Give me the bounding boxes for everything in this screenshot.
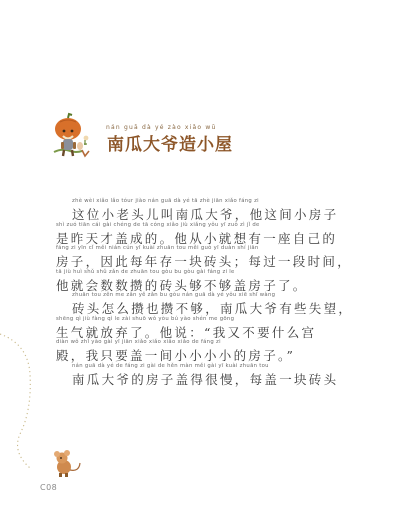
pinyin-line: zhuān tou zěn me zǎn yě zǎn bu gòu nán guā dà yé yǒu xiē shī wàng [72, 292, 276, 298]
text-line [56, 339, 356, 363]
hanzi-line: 砖头怎么攒也攒不够，南瓜大爷有些失望， [72, 301, 354, 316]
hanzi-line: 他就会数数攒的砖头够不够盖房子了。 [56, 277, 308, 293]
hanzi-line: 这位小老头儿叫南瓜大爷，他这间小房子 [72, 207, 339, 222]
text-line [56, 316, 356, 340]
text-line [56, 363, 356, 387]
text-line [56, 198, 356, 222]
hanzi-line: 是昨天才盖成的。他从小就想有一座自己的 [56, 230, 338, 246]
story-body [56, 198, 356, 386]
title-pinyin: nán guā dà yé zào xiǎo wū [106, 124, 217, 131]
text-line [56, 269, 356, 293]
pinyin-line: shì zuó tiān cái gài chéng de tā cóng xiǎo jiù xiǎng yǒu yī zuò zì jǐ de [56, 221, 260, 228]
hanzi-line: 殿，我只要盖一间小小小小的房子。” [56, 348, 296, 363]
story-title: 南瓜大爷造小屋 [107, 135, 233, 155]
text-line [56, 222, 356, 246]
pinyin-line: zhè wèi xiǎo lǎo tóur jiào nán guā dà yé tā zhè jiān xiǎo fáng zi [72, 198, 259, 204]
pinyin-line: fáng zi yīn cǐ měi nián cún yī kuài zhuān tou měi guò yī duàn shí jiān [56, 245, 259, 251]
pinyin-line: nán guā dà yé de fáng zi gài de hěn màn měi gài yī kuài zhuān tou [72, 362, 269, 369]
pinyin-line: tā jiù huì shǔ shǔ zǎn de zhuān tou gòu bu gòu gài fáng zi le [56, 268, 235, 275]
page-number: C08 [40, 483, 58, 492]
text-line [56, 245, 356, 269]
pinyin-line: shēng qì jiù fàng qì le zài shuō wǒ yòu bú yào shén me gōng [56, 315, 235, 322]
hanzi-line: 房子，因此每年存一块砖头；每过一段时间， [56, 254, 353, 269]
pinyin-line: diàn wǒ zhǐ yào gài yī jiān xiǎo xiǎo xiǎo xiǎo de fáng zi [56, 339, 221, 345]
hanzi-line: 生气就放弃了。他说：“我又不要什么宫 [56, 324, 317, 340]
text-line [56, 292, 356, 316]
pumpkin-grandpa-illustration [48, 112, 100, 160]
mouse-illustration [48, 448, 82, 478]
hanzi-line: 南瓜大爷的房子盖得很慢，每盖一块砖头 [72, 371, 339, 387]
